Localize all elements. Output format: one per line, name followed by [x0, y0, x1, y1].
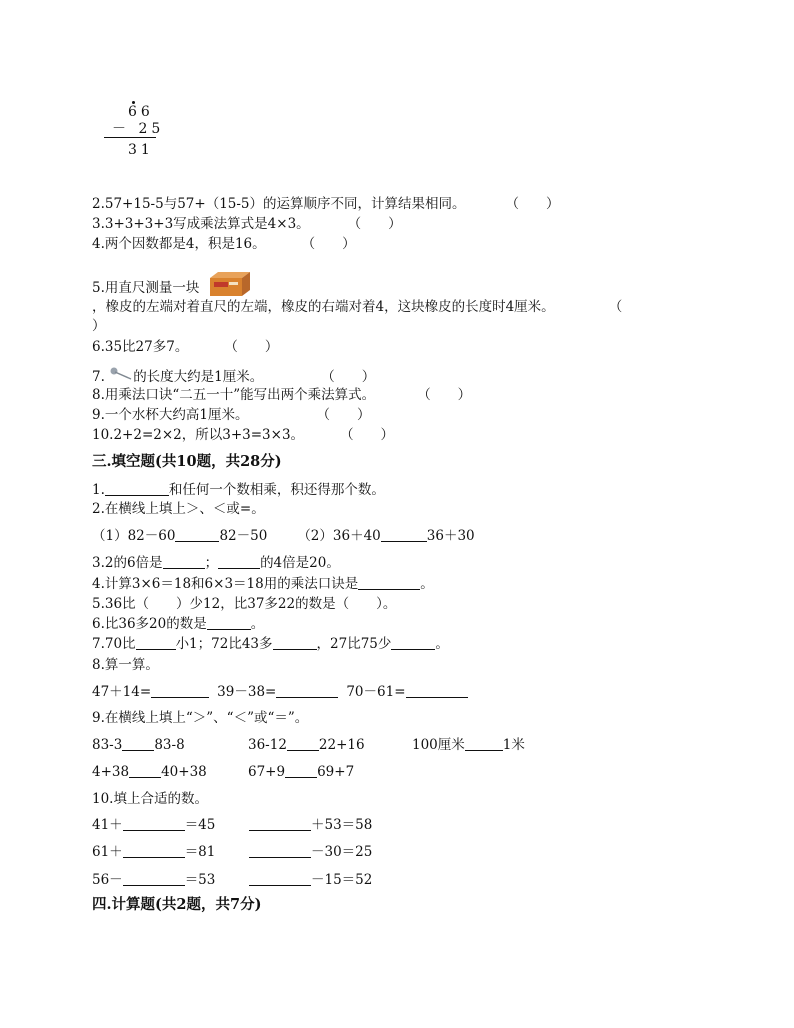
- answer-paren[interactable]: （ ）: [301, 236, 356, 252]
- answer-blank[interactable]: [136, 635, 176, 650]
- q9-item: 67+9 69+7: [248, 764, 355, 780]
- fill-q4: 4.计算3×6＝18和6×3＝18用的乘法口诀是 。: [92, 576, 434, 592]
- judge-5: 5.用直尺测量一块: [92, 270, 252, 298]
- answer-blank[interactable]: [285, 763, 317, 778]
- vertical-minus: － 25: [112, 121, 165, 137]
- answer-blank[interactable]: [123, 843, 185, 858]
- answer-blank[interactable]: [129, 763, 161, 778]
- q10-left: 56－ ＝53: [92, 872, 216, 888]
- answer-blank[interactable]: [207, 615, 251, 630]
- judge-5-cont: ，橡皮的左端对着直尺的左端，橡皮的右端对着4，这块橡皮的长度时4厘米。 （: [92, 299, 623, 315]
- answer-paren-open[interactable]: （: [608, 299, 623, 315]
- judge-7: 7. 的长度大约是1厘米。 （ ）: [92, 366, 375, 386]
- eraser-image: [206, 270, 252, 298]
- answer-blank[interactable]: [151, 683, 209, 698]
- answer-blank[interactable]: [123, 816, 185, 831]
- q9-item: 36-12 22+16: [248, 737, 365, 753]
- fill-q2-parts: （1）82－60 82－50 （2）36＋40 36＋30: [92, 528, 475, 544]
- answer-paren[interactable]: （ ）: [417, 387, 472, 403]
- q9-item: 100厘米 1米: [412, 737, 525, 753]
- q10-left: 41＋ ＝45: [92, 817, 216, 833]
- answer-blank[interactable]: [287, 736, 319, 751]
- answer-blank[interactable]: [175, 527, 219, 542]
- answer-blank[interactable]: [163, 554, 205, 569]
- fill-q9-title: 9.在横线上填上“＞”、“＜”或“＝”。: [92, 710, 309, 726]
- answer-paren-close[interactable]: ）: [92, 318, 106, 334]
- judge-4: 4.两个因数都是4，积是16。 （ ）: [92, 236, 356, 252]
- answer-blank[interactable]: [122, 736, 154, 751]
- q10-right: ＋53＝58: [249, 816, 372, 834]
- answer-paren[interactable]: （ ）: [340, 427, 395, 443]
- judge-10: 10.2+2=2×2，所以3+3=3×3。 （ ）: [92, 427, 395, 443]
- judge-5-close: [92, 317, 106, 335]
- answer-blank[interactable]: [105, 481, 169, 496]
- q9-item: 4+38 40+38: [92, 764, 207, 780]
- answer-paren[interactable]: （ ）: [321, 369, 376, 385]
- fill-q7: 7.70比 小1；72比43多 ，27比75少 。: [92, 636, 449, 652]
- section-4-title: 四.计算题(共2题，共7分): [92, 896, 262, 913]
- judge-8: 8.用乘法口诀“二五一十”能写出两个乘法算式。 （ ）: [92, 387, 472, 403]
- answer-blank[interactable]: [249, 816, 311, 831]
- section-3-title: 三.填空题(共10题，共28分): [92, 453, 282, 470]
- answer-blank[interactable]: [123, 871, 185, 886]
- vertical-result: 31: [128, 142, 154, 158]
- answer-blank[interactable]: [249, 843, 311, 858]
- q10-left: 61＋ ＝81: [92, 844, 216, 860]
- answer-blank[interactable]: [391, 635, 435, 650]
- q10-right: －30＝25: [249, 843, 372, 861]
- answer-blank[interactable]: [406, 683, 468, 698]
- q10-right: －15＝52: [249, 871, 372, 889]
- answer-blank[interactable]: [381, 527, 427, 542]
- answer-blank[interactable]: [276, 683, 338, 698]
- fill-q3: 3.2的6倍是 ； 的4倍是20。: [92, 555, 340, 571]
- answer-blank[interactable]: [465, 736, 503, 751]
- answer-blank[interactable]: [273, 635, 317, 650]
- vertical-line: [104, 137, 156, 138]
- fill-q8-calcs: 47＋14= 39－38= 70－61=: [92, 683, 468, 701]
- fill-q6: 6.比36多20的数是 。: [92, 616, 265, 632]
- fill-q5: 5.36比（ ）少12，比37多22的数是（ ）。: [92, 596, 397, 612]
- answer-blank[interactable]: [249, 871, 311, 886]
- answer-paren[interactable]: （ ）: [347, 216, 402, 232]
- q9-item: 83-3 83-8: [92, 737, 185, 753]
- answer-blank[interactable]: [358, 575, 420, 590]
- answer-paren[interactable]: （ ）: [224, 339, 279, 355]
- judge-9: 9.一个水杯大约高1厘米。 （ ）: [92, 407, 371, 423]
- judge-2: 2.57+15-5与57+（15-5）的运算顺序不同，计算结果相同。 （ ）: [92, 196, 560, 212]
- fill-q2-title: 2.在横线上填上＞、＜或=。: [92, 501, 265, 517]
- judge-3: 3.3+3+3+3写成乘法算式是4×3。 （ ）: [92, 216, 402, 232]
- fill-q8-title: 8.算一算。: [92, 657, 159, 673]
- judge-6: 6.35比27多7。 （ ）: [92, 339, 279, 355]
- fill-q1: 1. 和任何一个数相乘，积还得那个数。: [92, 482, 385, 498]
- answer-paren[interactable]: （ ）: [505, 196, 560, 212]
- answer-blank[interactable]: [218, 554, 260, 569]
- fill-q10-title: 10.填上合适的数。: [92, 791, 208, 807]
- vertical-top: 66: [128, 104, 154, 120]
- answer-paren[interactable]: （ ）: [316, 407, 371, 423]
- pin-icon: [109, 366, 133, 384]
